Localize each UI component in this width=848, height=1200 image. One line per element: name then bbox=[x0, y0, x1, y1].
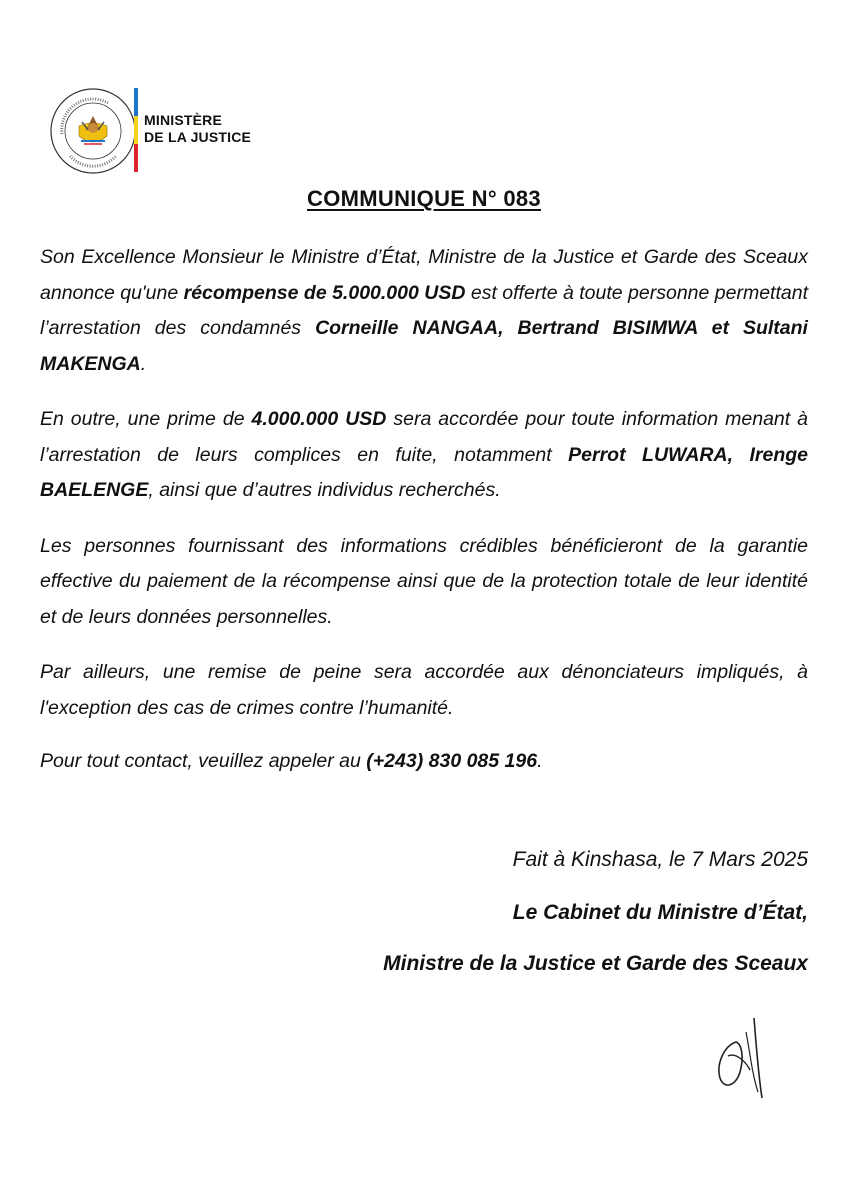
flag-bar-blue bbox=[134, 88, 138, 116]
handwritten-signature bbox=[706, 1012, 786, 1104]
flag-bar-red bbox=[134, 144, 138, 172]
communique-body bbox=[40, 240, 808, 800]
paragraph-guarantee: Les personnes fournissant des informations crédibles bénéficieront de la garantie effective du paiement de la récompense ainsi que de la protection totale de leur identité et de leurs données personnelles. bbox=[40, 534, 808, 628]
p2-text-a: En outre, une prime de bbox=[40, 408, 252, 430]
place-date: Fait à Kinshasa, le 7 Mars 2025 bbox=[512, 848, 808, 871]
communique-title: COMMUNIQUE N° 083 bbox=[307, 186, 541, 211]
closing-block bbox=[383, 848, 808, 979]
signatory-line-2: Ministre de la Justice et Garde des Sceaux bbox=[383, 952, 808, 975]
ministry-line-1: MINISTÈRE bbox=[144, 112, 223, 128]
signatory-line-1: Le Cabinet du Ministre d’État, bbox=[512, 901, 808, 924]
paragraph-reward bbox=[40, 240, 808, 382]
p2-text-c: sera accordée pour toute information menant à l’arrestation de leurs complices en fuite, notamment bbox=[40, 408, 809, 466]
accomplice-names: Perrot LUWARA, Irenge BAELENGE bbox=[40, 443, 808, 501]
ministry-name bbox=[144, 112, 251, 146]
p2-text-e: , ainsi que d’autres individus recherchés. bbox=[148, 479, 501, 501]
contact-phone: (+243) 830 085 196 bbox=[366, 750, 538, 772]
p1-text-c: est offerte à toute personne permettant l’arrestation des condamnés bbox=[40, 281, 808, 339]
letterhead bbox=[48, 86, 308, 176]
paragraph-bonus bbox=[40, 402, 808, 509]
p5-text-a: Pour tout contact, veuillez appeler au bbox=[40, 750, 367, 772]
p1-text-a: Son Excellence Monsieur le Ministre d’État, Ministre de la Justice et Garde des Sceaux annonce qu'une bbox=[40, 246, 808, 304]
ministry-line-2: DE LA JUSTICE bbox=[144, 129, 252, 145]
flag-color-bar bbox=[134, 88, 138, 172]
bonus-amount: 4.000.000 USD bbox=[251, 408, 387, 430]
reward-amount: récompense de 5.000.000 USD bbox=[183, 281, 466, 304]
p1-text-e: . bbox=[140, 352, 147, 375]
paragraph-sentence-reduction: Par ailleurs, une remise de peine sera accordée aux dénonciateurs impliqués, à l'exception des cas de crimes contre l’humanité. bbox=[40, 661, 808, 719]
flag-bar-yellow bbox=[134, 116, 138, 144]
government-seal-icon bbox=[48, 86, 138, 176]
condemned-names: Corneille NANGAA, Bertrand BISIMWA et Sultani MAKENGA bbox=[40, 317, 808, 375]
p5-text-c: . bbox=[537, 750, 543, 772]
paragraph-contact bbox=[40, 744, 808, 780]
